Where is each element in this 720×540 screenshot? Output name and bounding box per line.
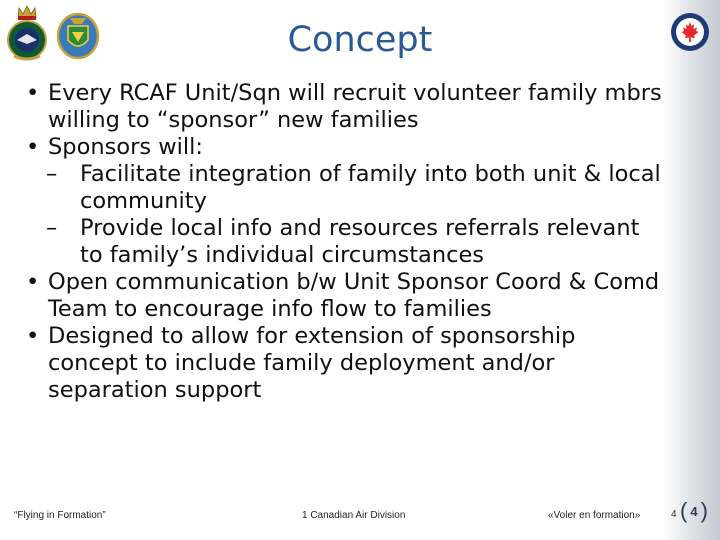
sub-bullet-text: Provide local info and resources referrals relevant to family’s individual circumstances: [80, 215, 640, 268]
bullet-dot: •: [26, 80, 40, 106]
sub-bullet-dash: –: [46, 215, 58, 241]
footer-right-motto: «Voler en formation»: [548, 510, 641, 521]
bullet-text: Every RCAF Unit/Sqn will recruit volunteer family mbrs willing to “sponsor” new families: [48, 80, 662, 133]
bullet-item: [22, 323, 662, 404]
slide-title: Concept: [287, 20, 433, 60]
right-bracket-icon: ): [700, 498, 708, 523]
bullet-item: [22, 269, 662, 323]
page-number-badge-text: 4: [690, 504, 698, 519]
sub-bullet-item: [22, 161, 662, 215]
left-bracket-icon: (: [680, 498, 688, 523]
bullet-dot: •: [26, 323, 40, 349]
sub-bullet-text: Facilitate integration of family into both unit & local community: [80, 161, 661, 214]
bullet-text: Designed to allow for extension of sponsorship concept to include family deployment and/or separation support: [48, 323, 576, 403]
bullet-text: Sponsors will:: [48, 134, 203, 160]
bullet-dot: •: [26, 134, 40, 160]
footer-left-motto: “Flying in Formation”: [14, 510, 106, 521]
bullet-list: [22, 80, 662, 404]
footer-division-name: 1 Canadian Air Division: [302, 510, 406, 521]
bullet-item: [22, 80, 662, 134]
bullet-text: Open communication b/w Unit Sponsor Coord & Comd Team to encourage info flow to families: [48, 269, 660, 322]
page-number-small: 4: [671, 509, 677, 520]
bullet-dot: •: [26, 269, 40, 295]
bullet-item: [22, 134, 662, 161]
sub-bullet-dash: –: [46, 161, 58, 187]
right-sidebar-decoration: [663, 0, 720, 540]
page-number-badge: [680, 499, 708, 525]
sub-bullet-item: [22, 215, 662, 269]
